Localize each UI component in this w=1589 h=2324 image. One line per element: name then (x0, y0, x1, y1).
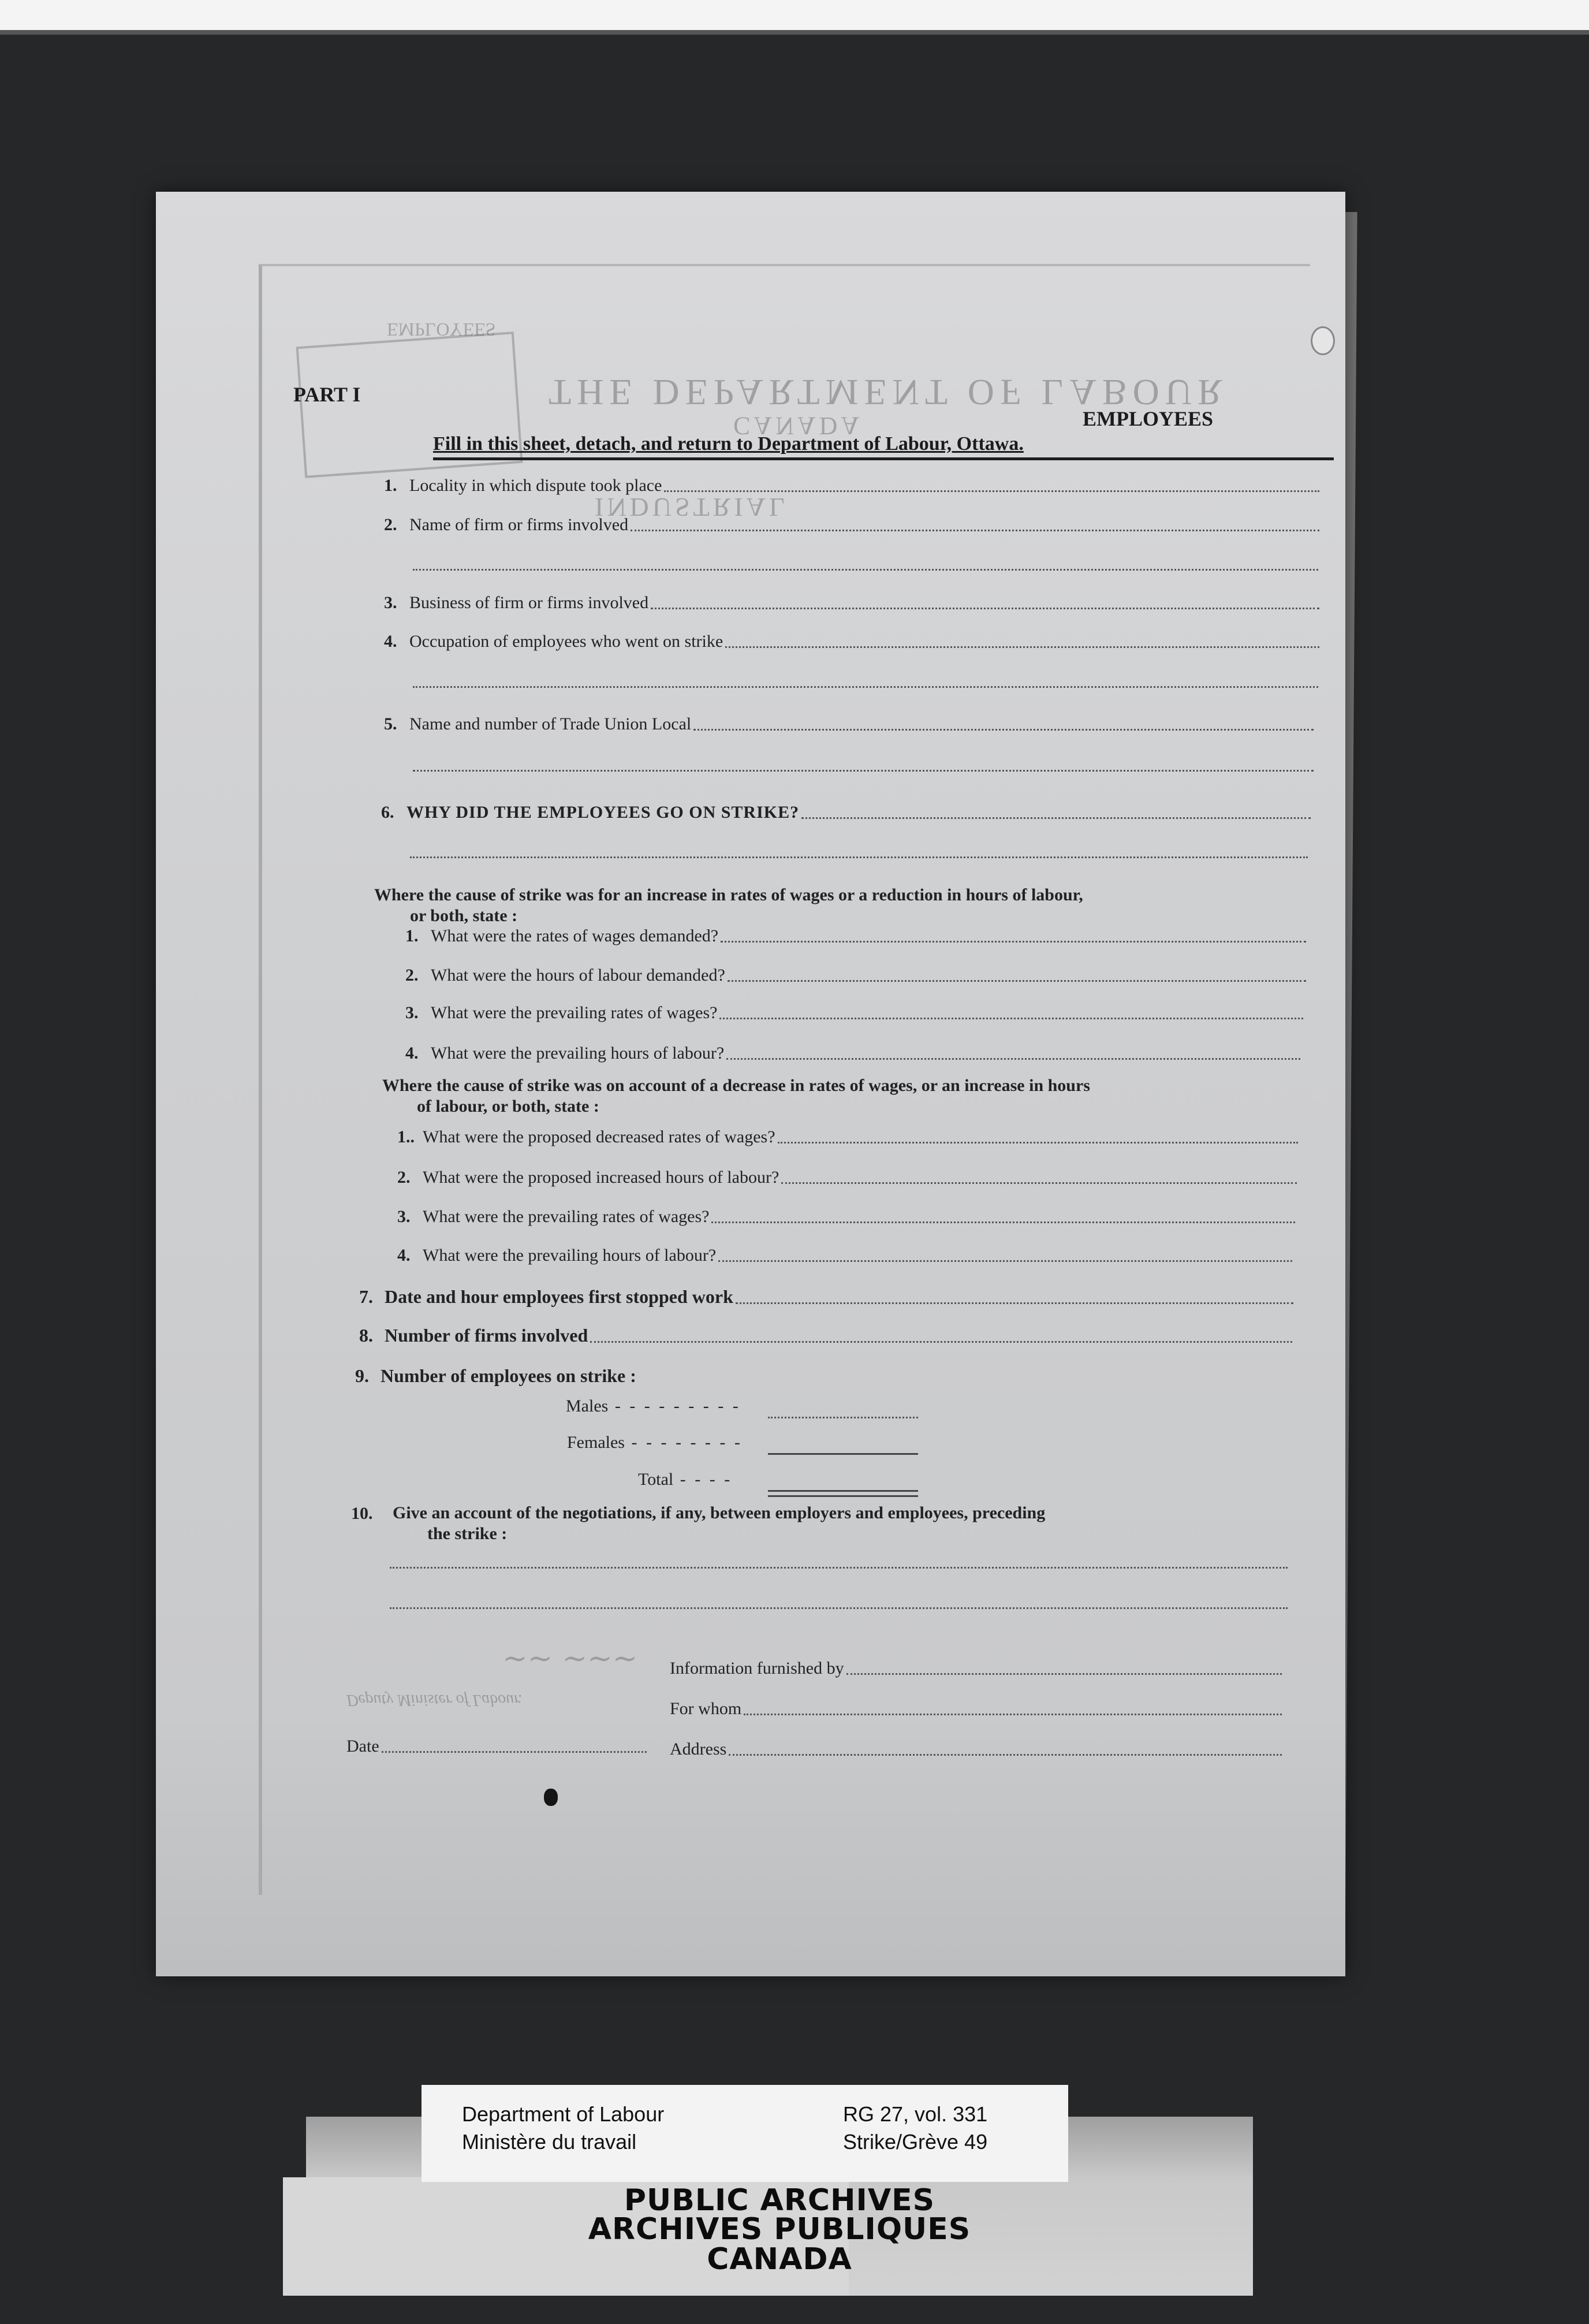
answer-line[interactable] (631, 529, 1319, 531)
question-label: Locality in which dispute took place (409, 476, 662, 495)
question-number: 2. (384, 515, 397, 534)
answer-line[interactable] (693, 728, 1314, 731)
answer-line[interactable] (718, 1260, 1292, 1262)
males-answer[interactable] (768, 1416, 918, 1418)
question-label: What were the prevailing hours of labour? (423, 1246, 717, 1265)
question-10-number: 10. (351, 1504, 373, 1523)
total-answer[interactable] (768, 1489, 918, 1492)
archives-line3: CANADA (707, 2242, 852, 2277)
answer-line[interactable] (736, 1302, 1293, 1304)
question-label: Occupation of employees who went on strike (409, 632, 723, 651)
address-field (670, 1740, 1282, 1759)
total-label: Total - - - - (638, 1470, 733, 1489)
females-label: Females - - - - - - - - (567, 1433, 743, 1452)
question-label: Number of firms involved (385, 1325, 588, 1346)
question-number: 4. (384, 632, 397, 651)
answer-line[interactable] (726, 1057, 1300, 1060)
question-number: 8. (359, 1325, 373, 1346)
answer-line[interactable] (413, 686, 1318, 688)
answer-line[interactable] (721, 940, 1306, 943)
question-10-line1: Give an account of the negotiations, if any, between employers and employees, preceding (393, 1503, 1046, 1522)
question-wb1 (397, 1127, 1298, 1147)
question-label: Business of firm or firms involved (409, 593, 649, 612)
question-label: What were the prevailing rates of wages? (431, 1003, 718, 1022)
question-8 (359, 1325, 1292, 1346)
question-wb2 (397, 1168, 1297, 1187)
wages-intro-line2: or both, state : (410, 906, 518, 925)
question-number: 5. (384, 714, 397, 733)
question-5 (384, 714, 1314, 734)
question-2 (384, 515, 1319, 535)
question-number: 2. (405, 966, 419, 985)
field-label: Information furnished by (670, 1659, 844, 1678)
employees-heading: EMPLOYEES (1083, 407, 1214, 430)
question-9 (355, 1365, 636, 1387)
question-number: 1. (405, 926, 419, 945)
answer-line[interactable] (719, 1017, 1303, 1019)
answer-line[interactable] (846, 1673, 1282, 1675)
question-wa2 (405, 966, 1306, 985)
males-label: Males - - - - - - - - - (566, 1396, 741, 1416)
question-number: 7. (359, 1286, 373, 1307)
archive-label (422, 2085, 1068, 2182)
answer-line[interactable] (664, 490, 1319, 492)
question-7 (359, 1286, 1293, 1308)
answer-line[interactable] (382, 1751, 647, 1753)
answer-line[interactable] (651, 607, 1319, 609)
question-4 (384, 632, 1319, 651)
question-label: What were the prevailing rates of wages? (423, 1207, 710, 1226)
archives-line2: ARCHIVES PUBLIQUES (588, 2212, 971, 2247)
ghost-department-title: THE DEPARTMENT OF LABOUR (549, 372, 1228, 413)
answer-line[interactable] (801, 817, 1311, 819)
answer-line[interactable] (711, 1221, 1295, 1223)
question-label: What were the proposed increased hours of labour? (423, 1168, 779, 1187)
ghost-industrial: INDUSTRIAL (595, 493, 789, 522)
field-label: For whom (670, 1699, 742, 1718)
question-label: Date and hour employees first stopped work (385, 1286, 733, 1307)
answer-line[interactable] (744, 1713, 1282, 1715)
ghost-signature: ~~ ~~~ (502, 1641, 638, 1676)
question-number: 3. (384, 593, 397, 612)
info-furnished (670, 1659, 1282, 1678)
answer-line[interactable] (728, 979, 1306, 982)
form-instruction: Fill in this sheet, detach, and return to Department of Labour, Ottawa. (433, 433, 1334, 460)
question-wa3 (405, 1003, 1303, 1023)
ghost-deputy: Deputy Minister of Labour. (346, 1691, 523, 1709)
answer-line[interactable] (725, 646, 1319, 648)
question-label: What were the proposed decreased rates of wages? (423, 1127, 775, 1146)
answer-line[interactable] (778, 1141, 1298, 1144)
total-double-underline (768, 1495, 918, 1497)
question-wb4 (397, 1246, 1292, 1265)
dept-en: Department of Labour (462, 2102, 665, 2126)
answer-line[interactable] (413, 769, 1314, 772)
question-label: What were the rates of wages demanded? (431, 926, 719, 945)
answer-line[interactable] (390, 1607, 1288, 1609)
question-label: Name of firm or firms involved (409, 515, 629, 534)
form-sheet (156, 192, 1345, 1976)
top-divider (0, 30, 1589, 35)
part-title: PART I (293, 383, 361, 406)
answer-line[interactable] (590, 1340, 1292, 1343)
question-6 (381, 803, 1311, 822)
record-ref: RG 27, vol. 331 (843, 2102, 988, 2126)
decrease-intro-line2: of labour, or both, state : (417, 1097, 599, 1116)
question-wa4 (405, 1044, 1300, 1063)
punch-hole (1311, 326, 1335, 355)
decrease-intro-line1: Where the cause of strike was on account of a decrease in rates of wages, or an increase in hours (382, 1076, 1090, 1095)
question-number: 3. (405, 1003, 419, 1022)
field-label: Date (346, 1737, 379, 1756)
question-1 (384, 476, 1319, 496)
question-label: What were the hours of labour demanded? (431, 966, 725, 985)
answer-line[interactable] (390, 1566, 1288, 1569)
males-text: Males (566, 1396, 609, 1416)
field-label: Address (670, 1740, 727, 1759)
question-label: WHY DID THE EMPLOYEES GO ON STRIKE? (406, 803, 800, 822)
ghost-employees: EMPLOYEES (387, 319, 496, 340)
question-number: 2. (397, 1168, 411, 1187)
answer-line[interactable] (410, 856, 1308, 858)
for-whom (670, 1699, 1282, 1719)
strike-number: Strike/Grève 49 (843, 2130, 988, 2154)
question-3 (384, 593, 1319, 613)
answer-line[interactable] (781, 1182, 1297, 1184)
ink-blot (544, 1789, 558, 1806)
question-number: 1. (384, 476, 397, 495)
question-number: 4. (397, 1246, 411, 1265)
females-answer[interactable] (768, 1452, 918, 1455)
question-wb3 (397, 1207, 1295, 1227)
ghost-canada: CANADA (733, 412, 863, 440)
dept-fr: Ministère du travail (462, 2130, 637, 2154)
question-10-line2: the strike : (427, 1524, 508, 1543)
question-wa1 (405, 926, 1306, 946)
question-number: 3. (397, 1207, 411, 1226)
question-label: Number of employees on strike : (381, 1365, 636, 1386)
answer-line[interactable] (413, 568, 1318, 571)
total-text: Total (638, 1470, 674, 1489)
wages-intro-line1: Where the cause of strike was for an increase in rates of wages or a reduction in hours of labour, (374, 885, 1083, 904)
question-number: 9. (355, 1365, 369, 1386)
archives-line1: PUBLIC ARCHIVES (624, 2183, 935, 2218)
question-label: Name and number of Trade Union Local (409, 714, 692, 733)
question-number: 1.. (397, 1127, 415, 1146)
date-field (346, 1737, 647, 1756)
females-text: Females (567, 1433, 625, 1452)
question-label: What were the prevailing hours of labour? (431, 1044, 725, 1063)
question-number: 4. (405, 1044, 419, 1063)
question-number: 6. (381, 803, 394, 822)
answer-line[interactable] (729, 1753, 1282, 1756)
top-margin (0, 0, 1589, 33)
